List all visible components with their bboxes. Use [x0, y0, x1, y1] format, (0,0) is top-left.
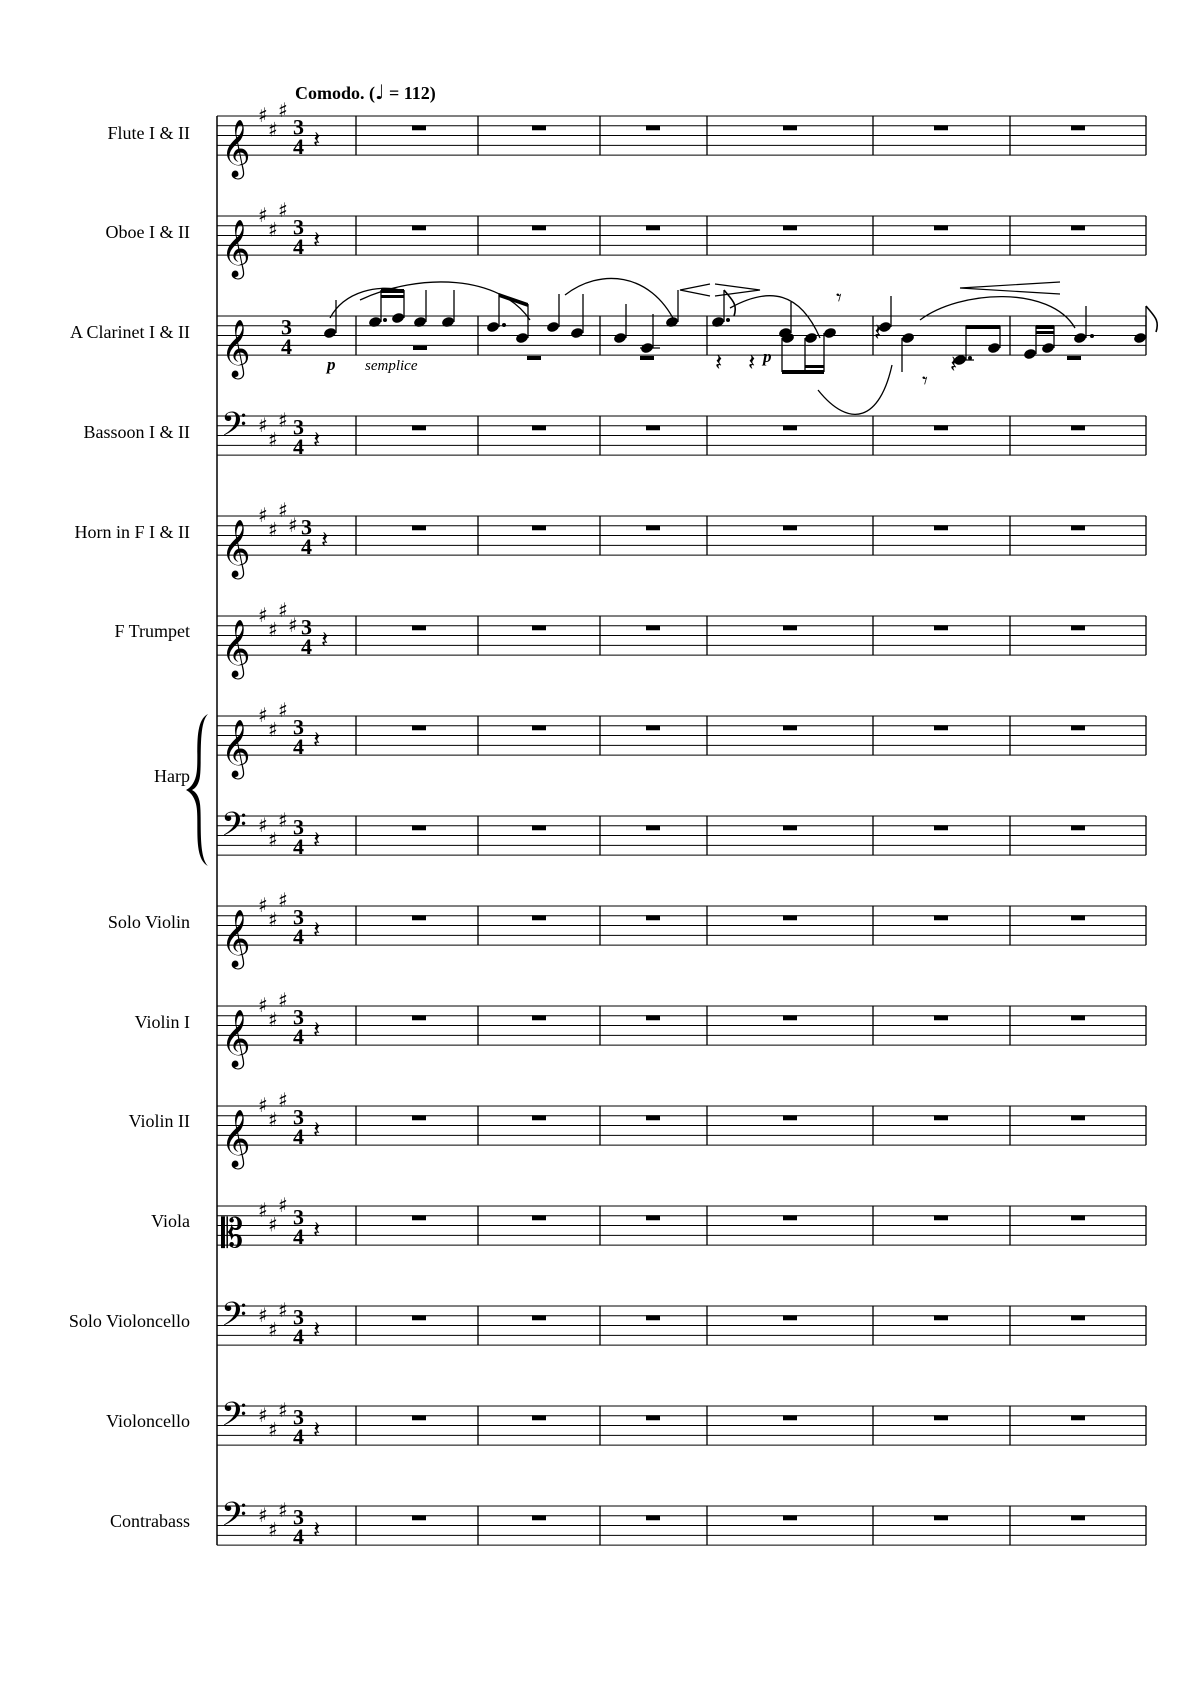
quarter-rest-icon: 𝄽: [313, 1215, 321, 1244]
whole-rest-icon: [646, 1315, 660, 1320]
whole-rest-icon: [1071, 125, 1085, 130]
quarter-rest-icon: 𝄽: [313, 915, 321, 944]
sharp-icon: ♯: [258, 893, 268, 917]
quarter-rest-icon: 𝄽: [950, 350, 958, 378]
staff-violin1: [217, 988, 1146, 1070]
whole-rest-icon: [783, 125, 797, 130]
quarter-rest-icon: 𝄽: [874, 318, 882, 346]
sharp-icon: ♯: [268, 907, 278, 932]
time-signature-numerator: 3: [293, 414, 304, 440]
staff-label-trumpet: F Trumpet: [114, 621, 190, 641]
eighth-rest-icon: 𝄾: [922, 369, 928, 394]
staff-trumpet: [217, 598, 1146, 680]
quarter-note-icon: ♩: [375, 80, 385, 104]
expression-marking: semplice: [365, 358, 418, 374]
quarter-rest-icon: 𝄽: [313, 725, 321, 754]
whole-rest-icon: [783, 625, 797, 630]
quarter-rest-icon: 𝄽: [313, 1015, 321, 1044]
staff-clarinet: [217, 315, 1146, 381]
time-signature-numerator: 3: [293, 214, 304, 240]
quarter-rest-icon: 𝄽: [321, 525, 329, 554]
sharp-icon: ♯: [268, 1007, 278, 1032]
sharp-icon: ♯: [258, 203, 268, 227]
time-signature-numerator: 3: [293, 1104, 304, 1130]
whole-rest-icon: [532, 1515, 546, 1520]
harp-brace: [186, 714, 208, 866]
time-signature-denominator: 4: [293, 234, 304, 260]
sharp-icon: ♯: [278, 1088, 288, 1113]
sharp-icon: ♯: [258, 1502, 268, 1527]
whole-rest-icon: [783, 915, 797, 920]
time-signature-numerator: 3: [293, 1304, 304, 1330]
whole-rest-icon: [412, 1515, 426, 1520]
whole-rest-icon: [1071, 225, 1085, 230]
staff-solo-cello: [217, 1296, 1146, 1349]
whole-rest-icon: [412, 225, 426, 230]
whole-rest-icon: [783, 225, 797, 230]
bass-clef-icon: 𝄢: [221, 1296, 247, 1342]
staff-horn: [217, 498, 1146, 580]
time-signature-denominator: 4: [293, 1324, 304, 1350]
whole-rest-icon: [646, 915, 660, 920]
time-signature-numerator: 3: [293, 814, 304, 840]
sharp-icon: ♯: [268, 1212, 278, 1237]
sharp-icon: ♯: [268, 427, 278, 452]
tempo-marking: [295, 80, 436, 104]
whole-rest-icon: [646, 1015, 660, 1020]
quarter-rest-icon: 𝄽: [748, 348, 756, 376]
whole-rest-icon: [783, 1215, 797, 1220]
staff-labels: [69, 123, 190, 1531]
sharp-icon: ♯: [258, 103, 268, 127]
whole-rest-icon: [412, 1015, 426, 1020]
sharp-icon: ♯: [278, 1497, 288, 1522]
whole-rest-icon: [412, 1415, 426, 1420]
whole-rest-icon: [532, 225, 546, 230]
time-signature-numerator: 3: [293, 1004, 304, 1030]
sharp-icon: ♯: [278, 198, 288, 223]
staff-label-contrabass: Contrabass: [110, 1511, 190, 1531]
staff-label-violin1: Violin I: [134, 1012, 190, 1032]
whole-rest-icon: [532, 1015, 546, 1020]
whole-rest-icon: [412, 425, 426, 430]
sharp-icon: ♯: [278, 1193, 288, 1217]
time-signature-denominator: 4: [293, 1224, 304, 1250]
treble-clef-icon: 𝄞: [221, 719, 251, 778]
time-signature-numerator: 3: [293, 1504, 304, 1530]
staff-label-viola: Viola: [151, 1211, 190, 1231]
sharp-icon: ♯: [268, 617, 278, 642]
staff-label-oboe: Oboe I & II: [105, 222, 190, 242]
time-signature-numerator: 3: [293, 114, 304, 140]
whole-rest-icon: [532, 625, 546, 630]
staff-viola: [217, 1193, 1146, 1257]
time-signature-denominator: 4: [301, 534, 312, 560]
staff-solo-violin: [217, 888, 1146, 970]
whole-rest-icon: [532, 725, 546, 730]
quarter-rest-icon: 𝄽: [313, 825, 321, 854]
quarter-rest-icon: 𝄽: [715, 348, 723, 376]
sharp-icon: ♯: [258, 603, 268, 627]
whole-rest-icon: [934, 225, 948, 230]
bass-clef-icon: 𝄢: [221, 406, 247, 452]
sharp-icon: ♯: [258, 812, 268, 837]
whole-rest-icon: [783, 825, 797, 830]
whole-rest-icon: [532, 915, 546, 920]
staff-label-solo-violin: Solo Violin: [107, 912, 190, 932]
sharp-icon: ♯: [268, 1107, 278, 1132]
bass-clef-icon: 𝄢: [221, 1396, 247, 1442]
whole-rest-icon: [646, 725, 660, 730]
staff-flute: [217, 98, 1146, 180]
staff-label-bassoon: Bassoon I & II: [83, 422, 190, 442]
quarter-rest-icon: 𝄽: [313, 1115, 321, 1144]
time-signature-denominator: 4: [293, 1424, 304, 1450]
staff-label-flute: Flute I & II: [107, 123, 190, 143]
whole-rest-icon: [532, 425, 546, 430]
time-signature-numerator: 3: [281, 314, 292, 340]
time-signature-denominator: 4: [293, 924, 304, 950]
staff-harp-lower: [217, 806, 1146, 859]
sharp-icon: ♯: [278, 407, 288, 432]
sharp-icon: ♯: [268, 827, 278, 852]
sharp-icon: ♯: [278, 888, 288, 913]
whole-rest-icon: [646, 1515, 660, 1520]
time-signature-denominator: 4: [281, 334, 292, 360]
whole-rest-icon: [1071, 1215, 1085, 1220]
time-signature-numerator: 3: [293, 714, 304, 740]
whole-rest-icon: [646, 125, 660, 130]
sharp-icon: ♯: [258, 503, 268, 527]
staff-label-harp: Harp: [154, 766, 190, 786]
quarter-rest-icon: 𝄽: [313, 1515, 321, 1544]
whole-rest-icon: [1071, 1415, 1085, 1420]
whole-rest-icon: [783, 1315, 797, 1320]
treble-clef-icon: 𝄞: [221, 619, 251, 678]
whole-rest-icon: [532, 1115, 546, 1120]
whole-rest-icon: [412, 125, 426, 130]
time-signature-denominator: 4: [293, 1024, 304, 1050]
staff-label-clarinet: A Clarinet I & II: [70, 322, 190, 342]
sharp-icon: ♯: [268, 1317, 278, 1342]
quarter-rest-icon: 𝄽: [321, 625, 329, 654]
whole-rest-icon: [412, 725, 426, 730]
whole-rest-icon: [783, 1415, 797, 1420]
whole-rest-icon: [412, 1215, 426, 1220]
time-signature-numerator: 3: [293, 904, 304, 930]
sharp-icon: ♯: [268, 1517, 278, 1542]
whole-rest-icon: [934, 1515, 948, 1520]
sharp-icon: ♯: [278, 1397, 288, 1422]
whole-rest-icon: [934, 725, 948, 730]
bass-clef-icon: 𝄢: [221, 1496, 247, 1542]
sharp-icon: ♯: [258, 1402, 268, 1427]
whole-rest-icon: [1071, 1115, 1085, 1120]
time-signature-numerator: 3: [293, 1404, 304, 1430]
sharp-icon: ♯: [268, 1417, 278, 1442]
whole-rest-icon: [783, 1015, 797, 1020]
sharp-icon: ♯: [278, 598, 288, 623]
whole-rest-icon: [934, 425, 948, 430]
whole-rest-icon: [783, 525, 797, 530]
sharp-icon: ♯: [278, 1297, 288, 1322]
staff-label-violin2: Violin II: [128, 1111, 190, 1131]
sharp-icon: ♯: [258, 1302, 268, 1327]
whole-rest-icon: [532, 1415, 546, 1420]
whole-rest-icon: [412, 1115, 426, 1120]
sharp-icon: ♯: [258, 1093, 268, 1117]
whole-rest-icon: [532, 1215, 546, 1220]
whole-rest-icon: [783, 725, 797, 730]
staff-bassoon: [217, 406, 1146, 459]
time-signature-denominator: 4: [293, 434, 304, 460]
staff-layer: [217, 98, 1146, 1549]
whole-rest-icon: [646, 1115, 660, 1120]
whole-rest-icon: [934, 1115, 948, 1120]
sharp-icon: ♯: [268, 117, 278, 142]
whole-rest-icon: [532, 525, 546, 530]
bass-clef-icon: 𝄢: [221, 806, 247, 852]
quarter-rest-icon: 𝄽: [313, 125, 321, 154]
whole-rest-icon: [1071, 725, 1085, 730]
staff-contrabass: [217, 1496, 1146, 1549]
whole-rest-icon: [783, 1515, 797, 1520]
whole-rest-icon: [783, 1115, 797, 1120]
whole-rest-icon: [934, 1315, 948, 1320]
time-signature-denominator: 4: [293, 1124, 304, 1150]
clarinet-melody: [323, 278, 1157, 414]
sharp-icon: ♯: [268, 217, 278, 242]
treble-clef-icon: 𝄞: [221, 1109, 251, 1168]
time-signature-denominator: 4: [293, 1524, 304, 1550]
sharp-icon: ♯: [258, 993, 268, 1017]
whole-rest-icon: [646, 225, 660, 230]
dynamic-marking: p: [763, 347, 772, 366]
whole-rest-icon: [934, 825, 948, 830]
time-signature-denominator: 4: [293, 734, 304, 760]
sharp-icon: ♯: [268, 717, 278, 742]
sharp-icon: ♯: [278, 98, 288, 123]
whole-rest-icon: [1071, 1515, 1085, 1520]
eighth-rest-icon: 𝄾: [836, 286, 842, 311]
whole-rest-icon: [1071, 425, 1085, 430]
whole-rest-icon: [1071, 825, 1085, 830]
quarter-rest-icon: 𝄽: [313, 425, 321, 454]
staff-violin2: [217, 1088, 1146, 1170]
staff-label-cello: Violoncello: [106, 1411, 190, 1431]
whole-rest-icon: [646, 525, 660, 530]
time-signature-denominator: 4: [293, 134, 304, 160]
treble-clef-icon: 𝄞: [221, 909, 251, 968]
whole-rest-icon: [412, 825, 426, 830]
whole-rest-icon: [1071, 915, 1085, 920]
whole-rest-icon: [646, 425, 660, 430]
whole-rest-icon: [646, 1215, 660, 1220]
alto-clef-icon: 𝄡: [221, 1211, 244, 1258]
whole-rest-icon: [1071, 1015, 1085, 1020]
quarter-rest-icon: 𝄽: [313, 1415, 321, 1444]
sharp-icon: ♯: [278, 698, 288, 723]
sharp-icon: ♯: [288, 512, 298, 537]
whole-rest-icon: [532, 125, 546, 130]
whole-rest-icon: [412, 1315, 426, 1320]
treble-clef-icon: 𝄞: [221, 319, 251, 378]
sharp-icon: ♯: [288, 612, 298, 637]
whole-rest-icon: [412, 525, 426, 530]
whole-rest-icon: [646, 825, 660, 830]
time-signature-numerator: 3: [301, 614, 312, 640]
treble-clef-icon: 𝄞: [221, 219, 251, 278]
whole-rest-icon: [412, 625, 426, 630]
whole-rest-icon: [934, 1415, 948, 1420]
whole-rest-icon: [934, 915, 948, 920]
whole-rest-icon: [1071, 625, 1085, 630]
whole-rest-icon: [934, 1015, 948, 1020]
whole-rest-icon: [412, 915, 426, 920]
whole-rest-icon: [1071, 525, 1085, 530]
time-signature-numerator: 3: [301, 514, 312, 540]
time-signature-denominator: 4: [301, 634, 312, 660]
staff-oboe: [217, 198, 1146, 280]
whole-rest-icon: [532, 825, 546, 830]
quarter-rest-icon: 𝄽: [313, 1315, 321, 1344]
sharp-icon: ♯: [278, 988, 288, 1013]
whole-rest-icon: [934, 625, 948, 630]
whole-rest-icon: [934, 525, 948, 530]
treble-clef-icon: 𝄞: [221, 119, 251, 178]
whole-rest-icon: [783, 425, 797, 430]
whole-rest-icon: [646, 625, 660, 630]
sharp-icon: ♯: [278, 498, 288, 523]
whole-rest-icon: [1071, 1315, 1085, 1320]
staff-label-solo-cello: Solo Violoncello: [68, 1311, 190, 1331]
treble-clef-icon: 𝄞: [221, 1009, 251, 1068]
whole-rest-icon: [646, 1415, 660, 1420]
staff-label-horn: Horn in F I & II: [74, 522, 190, 542]
whole-rest-icon: [934, 1215, 948, 1220]
sharp-icon: ♯: [258, 703, 268, 727]
dynamic-marking: p: [327, 355, 336, 374]
sharp-icon: ♯: [258, 1197, 268, 1222]
sharp-icon: ♯: [268, 517, 278, 542]
time-signature-numerator: 3: [293, 1204, 304, 1230]
treble-clef-icon: 𝄞: [221, 519, 251, 578]
quarter-rest-icon: 𝄽: [313, 225, 321, 254]
sharp-icon: ♯: [258, 412, 268, 437]
whole-rest-icon: [934, 125, 948, 130]
time-signature-denominator: 4: [293, 834, 304, 860]
staff-cello: [217, 1396, 1146, 1449]
sharp-icon: ♯: [278, 807, 288, 832]
staff-harp-upper: [217, 698, 1146, 780]
whole-rest-icon: [532, 1315, 546, 1320]
tempo-prefix: Comodo. (♩ = 112): [295, 80, 436, 104]
